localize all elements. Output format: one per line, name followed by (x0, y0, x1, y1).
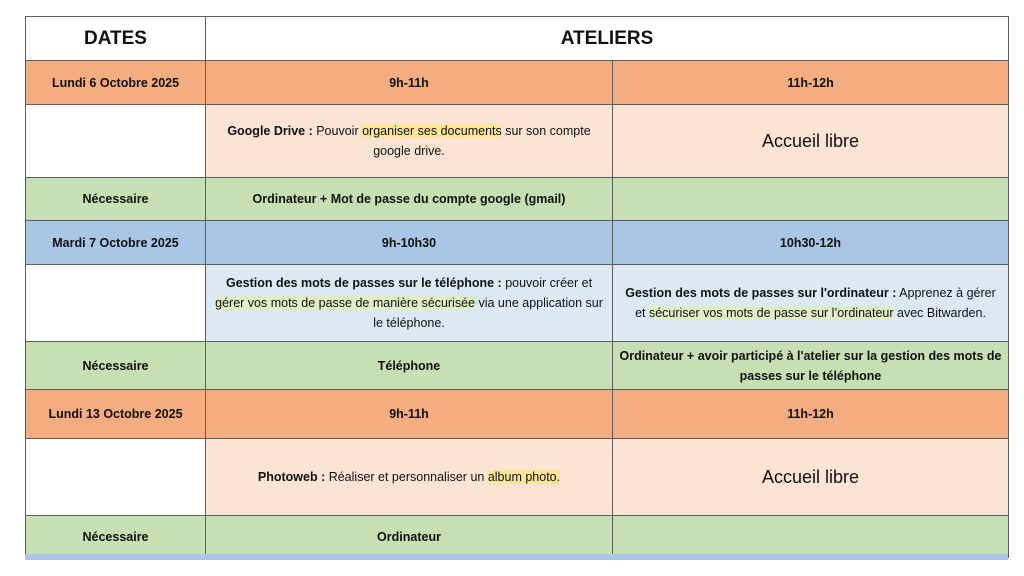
day3-need-label: Nécessaire (26, 516, 206, 558)
day3-atelier1-name: Photoweb : (257, 470, 326, 484)
day2-need-label: Nécessaire (26, 342, 206, 390)
day1-date-row (26, 61, 1009, 105)
day2-date-row (26, 221, 1009, 265)
day3-need2 (613, 516, 1009, 558)
day2-atelier2-post: avec Bitwarden. (893, 306, 986, 320)
schedule-table (25, 16, 1009, 558)
dates-header: DATES (26, 17, 206, 61)
header-row (26, 17, 1009, 61)
day2-need-row (26, 342, 1009, 390)
next-day-row-edge (25, 554, 1008, 560)
day1-need2 (613, 178, 1009, 221)
day1-blank-cell (26, 105, 206, 178)
day3-date: Lundi 13 Octobre 2025 (26, 390, 206, 439)
day2-slot1: 9h-10h30 (206, 221, 613, 265)
day3-atelier1 (206, 439, 613, 516)
day2-need1: Téléphone (206, 342, 613, 390)
day2-atelier2 (613, 265, 1009, 342)
day1-atelier1-highlight: organiser ses documents (362, 124, 502, 138)
day3-date-row (26, 390, 1009, 439)
day1-need1: Ordinateur + Mot de passe du compte google (gmail) (206, 178, 613, 221)
day3-atelier-row (26, 439, 1009, 516)
day3-slot1: 9h-11h (206, 390, 613, 439)
day3-atelier1-pre: Réaliser et personnaliser un (325, 470, 488, 484)
day3-atelier1-highlight: album photo. (487, 470, 561, 484)
day3-need1: Ordinateur (206, 516, 613, 558)
day2-atelier1-highlight: gérer vos mots de passe de manière sécurisée (215, 296, 475, 310)
day1-atelier2: Accueil libre (613, 105, 1009, 178)
day2-need2: Ordinateur + avoir participé à l'atelier sur la gestion des mots de passes sur le téléphone (613, 342, 1009, 390)
day1-atelier1 (206, 105, 613, 178)
day3-blank-cell (26, 439, 206, 516)
day1-atelier-row (26, 105, 1009, 178)
day2-atelier1-post: via une application sur le téléphone. (373, 296, 603, 330)
day2-atelier1-name: Gestion des mots de passes sur le téléphone : (225, 276, 502, 290)
day2-atelier-row (26, 265, 1009, 342)
day2-atelier1-pre: pouvoir créer et (501, 276, 593, 290)
ateliers-header: ATELIERS (206, 17, 1009, 61)
day3-slot2: 11h-12h (613, 390, 1009, 439)
day2-atelier2-pre: Apprenez à gérer et (635, 286, 996, 320)
day1-need-row (26, 178, 1009, 221)
day2-atelier2-name: Gestion des mots de passes sur l'ordinateur : (625, 286, 897, 300)
day3-need-row (26, 516, 1009, 558)
day1-atelier1-name: Google Drive : (227, 124, 313, 138)
day2-date: Mardi 7 Octobre 2025 (26, 221, 206, 265)
day3-atelier2: Accueil libre (613, 439, 1009, 516)
day1-date: Lundi 6 Octobre 2025 (26, 61, 206, 105)
day1-slot2: 11h-12h (613, 61, 1009, 105)
day2-slot2: 10h30-12h (613, 221, 1009, 265)
day1-need-label: Nécessaire (26, 178, 206, 221)
day1-atelier1-post: sur son compte google drive. (373, 124, 591, 158)
day1-slot1: 9h-11h (206, 61, 613, 105)
day1-atelier1-pre: Pouvoir (312, 124, 363, 138)
day2-atelier2-highlight: sécuriser vos mots de passe sur l’ordinateur (648, 306, 894, 320)
day2-blank-cell (26, 265, 206, 342)
day2-atelier1 (206, 265, 613, 342)
